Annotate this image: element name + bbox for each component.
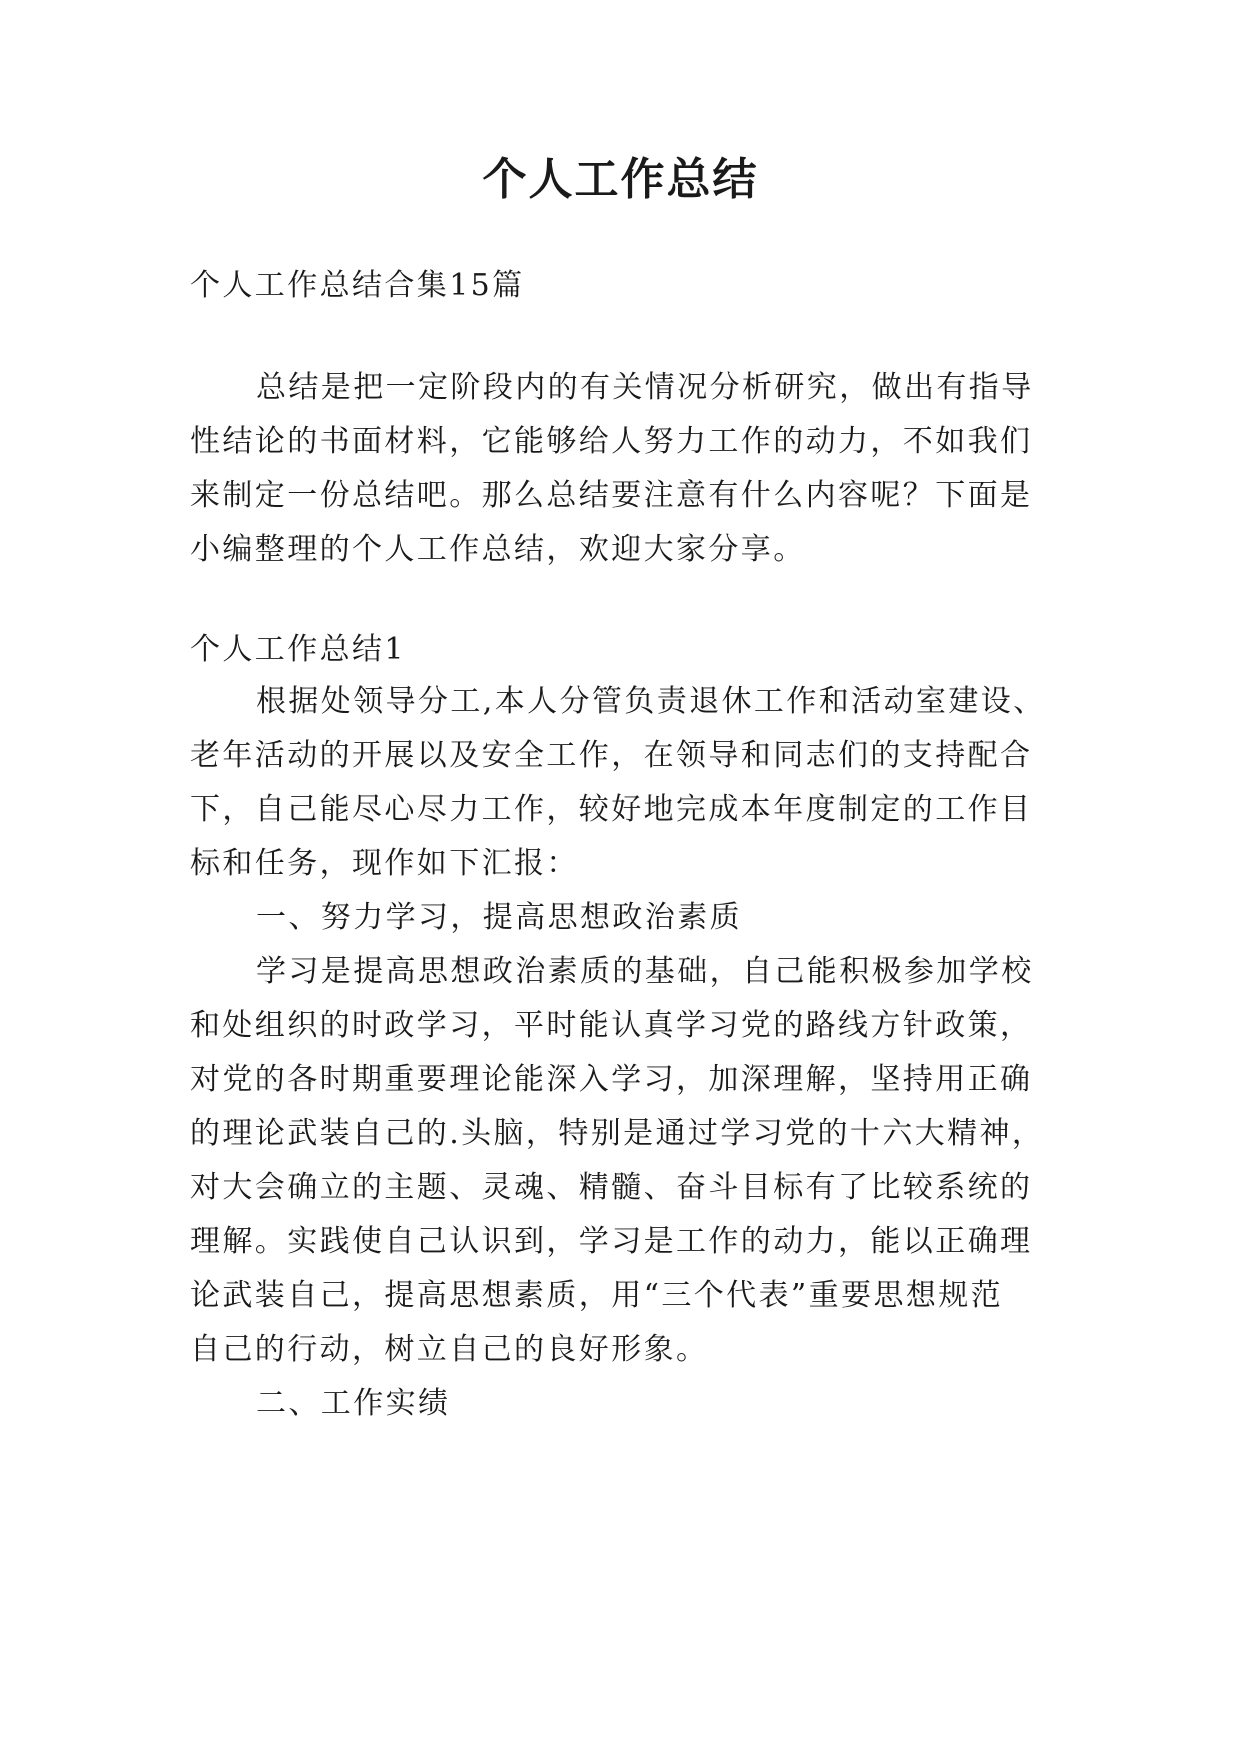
paragraph-line: 对大会确立的主题、灵魂、精髓、奋斗目标有了比较系统的: [190, 1170, 1033, 1205]
document-subtitle: 个人工作总结合集15篇: [190, 268, 525, 303]
paragraph-line: 标和任务，现作如下汇报：: [190, 846, 579, 881]
paragraph-line: 对党的各时期重要理论能深入学习，加深理解，坚持用正确: [190, 1062, 1033, 1097]
paragraph-line: 论武装自己，提高思想素质，用“三个代表”重要思想规范: [190, 1278, 1004, 1313]
paragraph-line: 理解。实践使自己认识到，学习是工作的动力，能以正确理: [190, 1224, 1033, 1259]
intro-line: 来制定一份总结吧。那么总结要注意有什么内容呢？下面是: [190, 478, 1033, 513]
paragraph-line: 的理论武装自己的.头脑，特别是通过学习党的十六大精神，: [190, 1116, 1045, 1151]
subheading-1: 一、努力学习，提高思想政治素质: [256, 900, 742, 935]
paragraph-line: 根据处领导分工,本人分管负责退休工作和活动室建设、: [256, 684, 1046, 719]
paragraph-line: 学习是提高思想政治素质的基础，自己能积极参加学校: [256, 954, 1034, 989]
paragraph-line: 下，自己能尽心尽力工作，较好地完成本年度制定的工作目: [190, 792, 1033, 827]
subheading-2: 二、工作实绩: [256, 1386, 451, 1421]
section-heading: 个人工作总结1: [190, 632, 406, 667]
intro-line: 总结是把一定阶段内的有关情况分析研究，做出有指导: [256, 370, 1034, 405]
paragraph-line: 老年活动的开展以及安全工作，在领导和同志们的支持配合: [190, 738, 1033, 773]
intro-line: 小编整理的个人工作总结，欢迎大家分享。: [190, 532, 806, 567]
paragraph-line: 自己的行动，树立自己的良好形象。: [190, 1332, 709, 1367]
document-title: 个人工作总结: [482, 154, 759, 205]
paragraph-line: 和处组织的时政学习，平时能认真学习党的路线方针政策，: [190, 1008, 1033, 1043]
intro-line: 性结论的书面材料，它能够给人努力工作的动力，不如我们: [190, 424, 1033, 459]
